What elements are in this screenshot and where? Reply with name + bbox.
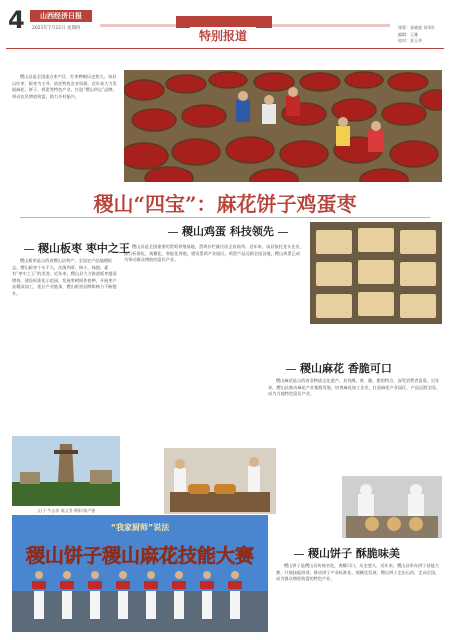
mahua-making-photo [164,448,276,514]
section-heading-text: 稷山板枣 枣中之王 [38,242,130,255]
village-tower-photo [12,436,120,506]
heading-rule [294,554,304,555]
section-heading-text: 稷山饼子 酥脆味美 [308,547,400,560]
mahua-making-illustration [164,448,276,514]
section-heading-jujube [20,240,130,256]
paper-name-badge: 山西经济日报 [30,10,92,22]
egg-trays-illustration [310,222,442,324]
section-heading-text: 稷山麻花 香脆可口 [300,362,392,375]
heading-rule [278,232,288,233]
issue-date: 2021年7月22日 星期四 [32,26,81,31]
section-title: 特别报道 [190,27,256,45]
editor-line: 统筹：张晓波 刘翠红 [398,25,436,30]
headline-rule [20,217,430,218]
bing-making-photo [342,476,442,538]
bing-making-illustration [342,476,442,538]
jujube-drying-illustration [124,70,442,182]
egg-trays-photo [310,222,442,324]
banner-slogan: “我家厨师”说法 [110,523,170,532]
main-headline: 稷山“四宝”：麻花饼子鸡蛋枣 [93,192,357,216]
section-heading-text: 稷山鸡蛋 科技领先 [182,225,274,238]
editor-line: 编辑：王雅 [398,31,418,37]
jujube-article: 稷山板枣是山西省稷山县特产，全国农产品地理标志。稷山板枣个头不大，皮薄肉厚，核小，味甜，素有“枣中之王”的美誉。近年来，稷山县大力推进板枣提质增效，建设标准化示范园，发展枣树间作套种，开展枣产品精深加工，延长产业链条，稷山板枣品牌影响力不断提升。 [12,258,117,296]
section-heading-bing [290,545,400,561]
section-heading-mahua [282,360,392,376]
bing-article: 稷山饼子是稷山县传统名吃，香酥可口，历史悠久。近年来，稷山县举办饼子技能大赛，开展技能培训，推动饼子产业标准化、规模化发展，稷山饼子走出山西，走向全国，成为群众增收致富的特色产业。 [276,563,440,581]
header-divider [6,48,444,49]
editor-line: 校对：张玉华 [398,38,422,43]
banner-contest-title: 稷山饼子稷山麻花技能大赛 [25,545,254,567]
eggs-article: 稷山县是全国重要的蛋鸡养殖基地，蛋鸡存栏量位居全省前列。近年来，该县依托龙头企业，推行标准化、规模化、智能化养殖，建设蛋鸡产业园区，鸡蛋产品远销全国各地，稷山鸡蛋已成为带动群众增收的富民产业。 [124,244,304,262]
heading-rule [168,232,178,233]
editor-credits [398,25,435,45]
heading-rule [24,249,34,250]
section-heading-eggs [164,223,292,239]
heading-rule [286,369,296,370]
photo-caption: 文/于·牛志伟 秦文秀 摄影/秦卢德 [36,508,96,513]
lead-paragraph: 稷山县是全国重点枣产区，红枣种植历史悠久。该县以红枣、板枣为主导，依托特色农业资源，近年来大力发展麻花、饼子、鸡蛋等特色产业，打造“稷山四宝”品牌，带动农民增收致富，助力乡村振兴。 [12,74,117,99]
mahua-article: 稷山麻花是山西省非物质文化遗产，具有酥、香、脆、甜的特点，深受消费者喜爱。近年来，稷山县推动麻花产业集群发展，培育麻花加工企业，打造麻花产业园区，产品远销全国，成为当地特色富民产业。 [268,378,440,396]
jujube-drying-photo [124,70,442,182]
village-tower-illustration [12,436,120,506]
page-number: 4 [8,6,25,34]
